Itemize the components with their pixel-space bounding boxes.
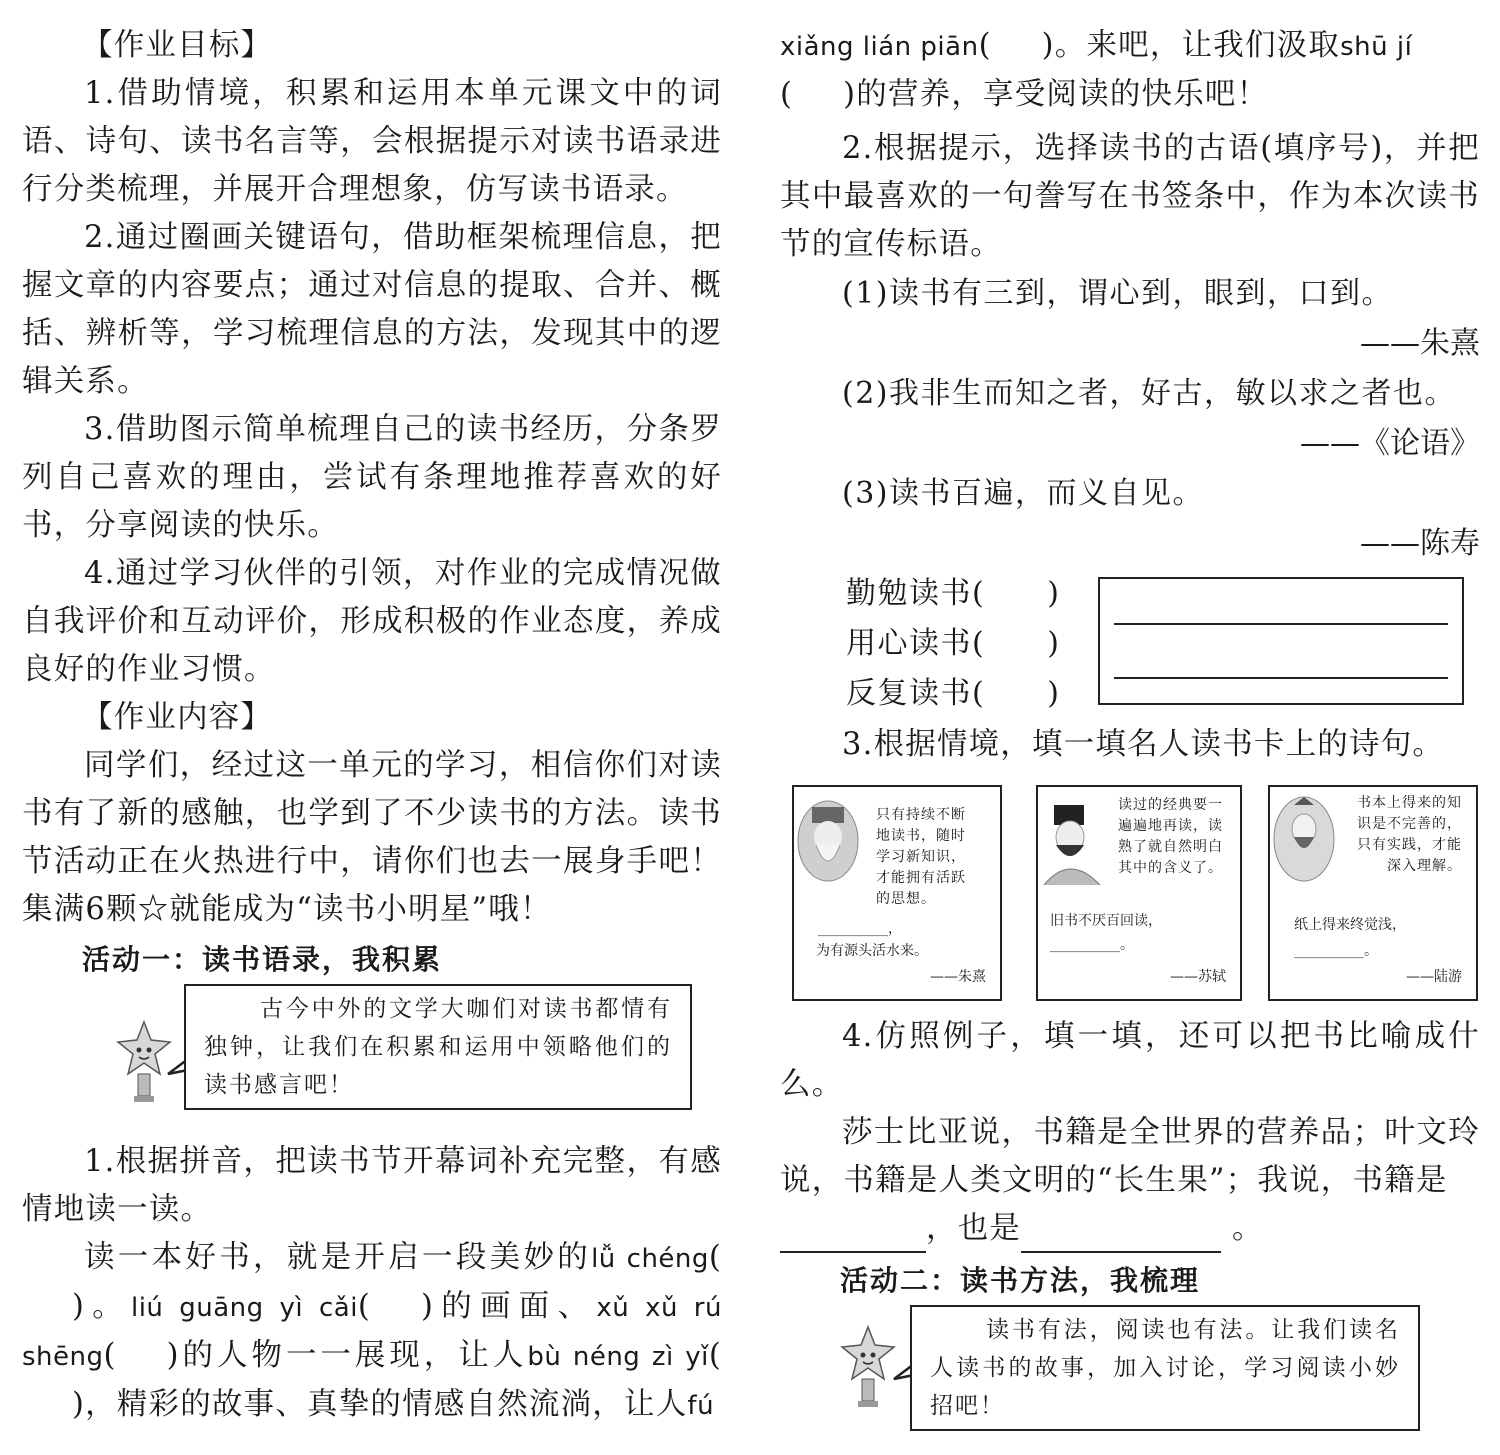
pinyin-buneng: bù néng zì yǐ bbox=[527, 1342, 709, 1372]
pinyin-fu: fú bbox=[687, 1391, 715, 1421]
pinyin-xuxu: xǔ xǔ rú bbox=[596, 1293, 722, 1323]
quote-3: (3)读书百遍，而义自见。 bbox=[842, 476, 1204, 511]
reading-card-sushi bbox=[1036, 785, 1242, 1001]
speech-text-c: 的画面、 bbox=[434, 1289, 597, 1324]
paren-close: ) bbox=[1047, 676, 1061, 711]
q4-metaphor bbox=[780, 1109, 1480, 1253]
goal-1: 1.借助情境，积累和运用本单元课文中的词语、诗句、读书名言等，会根据提示对读书语录进行分类梳理，并展开合理想象，仿写读书语录。 bbox=[22, 76, 722, 207]
card-poem-line: 为有源头活水来。 bbox=[816, 943, 928, 959]
opening-speech bbox=[22, 1234, 722, 1430]
card-author: ——陆游 bbox=[1406, 969, 1462, 985]
bookmark-box bbox=[1098, 577, 1464, 705]
paren-close: ) bbox=[421, 1289, 435, 1324]
q4-mid: ，也是 bbox=[926, 1211, 1022, 1246]
card-author: ——苏轼 bbox=[1170, 969, 1226, 985]
pinyin-lvcheng: lǚ chéng bbox=[591, 1244, 709, 1274]
card-blank-line[interactable]: __________， bbox=[818, 921, 902, 937]
bubble2-text: 读书有法，阅读也有法。让我们读名人读书的故事，加入讨论，学习阅读小妙招吧！ bbox=[930, 1317, 1400, 1419]
q4-end: 。 bbox=[1232, 1211, 1264, 1246]
pinyin-xianglian: xiǎng lián piān bbox=[780, 32, 979, 62]
paren-open: ( bbox=[103, 1338, 117, 1373]
q2-prompt: 2.根据提示，选择读书的古语(填序号)，并把其中最喜欢的一句誊写在书签条中，作为本次读书节的宣传标语。 bbox=[780, 131, 1480, 262]
activity1-tip bbox=[22, 984, 722, 1134]
paren-open: ( bbox=[708, 1338, 722, 1373]
bookmark-line-1[interactable] bbox=[1114, 623, 1448, 625]
opening-speech-cont bbox=[780, 22, 1480, 119]
paren-open: ( bbox=[708, 1240, 723, 1275]
speech-text-d: 的人物一一展现，让人 bbox=[179, 1338, 528, 1373]
speech-cont-b: 的营养，享受阅读的快乐吧！ bbox=[856, 77, 1269, 112]
paren-close: ) bbox=[843, 77, 857, 112]
reading-card-zhuxi bbox=[792, 785, 1002, 1001]
q1-prompt: 1.根据拼音，把读书节开幕词补充完整，有感情地读一读。 bbox=[22, 1144, 722, 1227]
paren-open: ( bbox=[978, 28, 992, 63]
q3-prompt: 3.根据情境，填一填名人读书卡上的诗句。 bbox=[842, 727, 1445, 762]
option-repeated bbox=[846, 669, 1060, 719]
speech-text-a: 读一本好书，就是开启一段美妙的 bbox=[84, 1240, 592, 1275]
option-label: 勤勉读书( bbox=[846, 576, 986, 611]
q4-prompt: 4.仿照例子，填一填，还可以把书比喻成什么。 bbox=[780, 1019, 1480, 1102]
paren-close: ) bbox=[1041, 28, 1055, 63]
intro-paragraph: 同学们，经过这一单元的学习，相信你们对读书有了新的感触，也学到了不少读书的方法。读书节活动正在火热进行中，请你们也去一展身手吧！集满6颗☆就能成为“读书小明星”哦！ bbox=[22, 748, 722, 927]
metaphor-blank-1[interactable] bbox=[780, 1217, 926, 1253]
goal-4: 4.通过学习伙伴的引领，对作业的完成情况做自我评价和互动评价，形成积极的作业态度，养成良好的作业习惯。 bbox=[22, 556, 722, 687]
left-column bbox=[22, 0, 722, 1430]
speech-bubble-1 bbox=[184, 984, 692, 1110]
activity2-tip bbox=[780, 1305, 1480, 1455]
portrait-icon bbox=[1272, 795, 1336, 883]
speech-bubble-2 bbox=[910, 1305, 1420, 1431]
option-label: 用心读书( bbox=[846, 626, 986, 661]
paren-close: ) bbox=[72, 1289, 86, 1324]
option-label: 反复读书( bbox=[846, 676, 986, 711]
portrait-icon bbox=[796, 799, 860, 883]
option-attentive bbox=[846, 619, 1060, 669]
card-blank-line[interactable]: __________。 bbox=[1050, 937, 1134, 953]
pinyin-sheng: shēng bbox=[22, 1342, 104, 1372]
quote-1: (1)读书有三到，谓心到，眼到，口到。 bbox=[842, 276, 1393, 311]
paren-open: ( bbox=[357, 1289, 372, 1324]
speech-cont-a: 。来吧，让我们汲取 bbox=[1054, 28, 1341, 63]
paren-open: ( bbox=[780, 77, 794, 112]
goal-2: 2.通过圈画关键语句，借助框架梳理信息，把握文章的内容要点；通过对信息的提取、合并、概括、辨析等，学习梳理信息的方法，发现其中的逻辑关系。 bbox=[22, 220, 722, 399]
quote-2: (2)我非生而知之者，好古，敏以求之者也。 bbox=[842, 376, 1456, 411]
content-heading: 【作业内容】 bbox=[82, 700, 273, 735]
reading-card-luyou bbox=[1268, 785, 1478, 1001]
activity1-title: 活动一：读书语录，我积累 bbox=[82, 943, 443, 976]
bubble1-text: 古今中外的文学大咖们对读书都情有独钟，让我们在积累和运用中领略他们的读书感言吧！ bbox=[204, 996, 672, 1098]
card-poem-line: 旧书不厌百回读， bbox=[1050, 913, 1162, 929]
pinyin-shuji: shū jí bbox=[1340, 32, 1413, 62]
option-diligent bbox=[846, 569, 1060, 619]
card-author: ——朱熹 bbox=[930, 969, 986, 985]
pinyin-liuguang: liú guāng yì cǎi bbox=[130, 1293, 358, 1323]
paren-close: ) bbox=[166, 1338, 180, 1373]
card-text: 书本上得来的知识是不完善的，只有实践，才能深入理解。 bbox=[1357, 795, 1462, 874]
right-column bbox=[780, 0, 1480, 1455]
portrait-icon bbox=[1040, 801, 1104, 885]
card-poem-line: 纸上得来终觉浅， bbox=[1294, 917, 1406, 933]
bookmark-line-2[interactable] bbox=[1114, 677, 1448, 679]
card-blank-line[interactable]: __________。 bbox=[1294, 943, 1378, 959]
speech-text-e: ，精彩的故事、真挚的情感自然流淌，让人 bbox=[85, 1387, 688, 1422]
card-text: 读过的经典要一遍遍地再读，读熟了就自然明白其中的含义了。 bbox=[1118, 797, 1223, 876]
q4-text: 莎士比亚说，书籍是全世界的营养品；叶文玲说，书籍是人类文明的“长生果”；我说，书籍是 bbox=[780, 1115, 1480, 1198]
paren-close: ) bbox=[1047, 576, 1061, 611]
activity2-title: 活动二：读书方法，我梳理 bbox=[840, 1264, 1201, 1297]
metaphor-blank-2[interactable] bbox=[1021, 1217, 1221, 1253]
card-text: 只有持续不断地读书，随时学习新知识，才能拥有活跃的思想。 bbox=[876, 807, 966, 907]
quote-1-source: ——朱熹 bbox=[1360, 326, 1480, 361]
bookmark-section bbox=[780, 569, 1480, 721]
paren-close: ) bbox=[72, 1387, 86, 1422]
option-list bbox=[846, 569, 1060, 719]
quote-2-source: ——《论语》 bbox=[1300, 426, 1480, 461]
goal-3: 3.借助图示简单梳理自己的读书经历，分条罗列自己喜欢的理由，尝试有条理地推荐喜欢的好书，分享阅读的快乐。 bbox=[22, 412, 722, 543]
paren-close: ) bbox=[1047, 626, 1061, 661]
goal-heading: 【作业目标】 bbox=[82, 28, 273, 63]
quote-3-source: ——陈寿 bbox=[1360, 526, 1480, 561]
speech-text-b: 。 bbox=[85, 1289, 131, 1324]
reading-cards bbox=[780, 769, 1480, 1005]
